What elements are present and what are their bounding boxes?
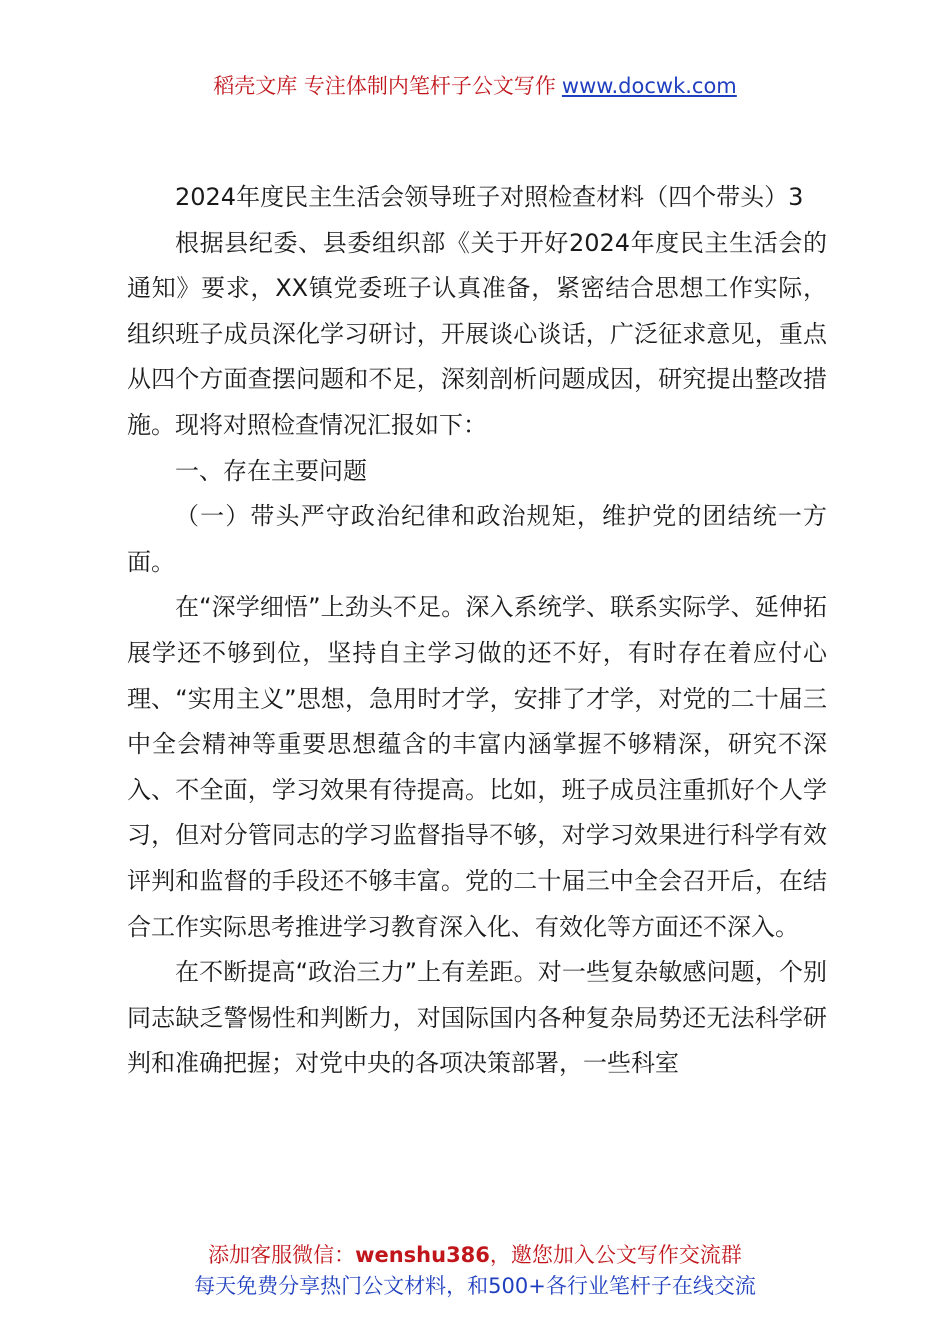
brand-text: 稻壳文库 专注体制内笔杆子公文写作 [213,74,556,98]
section-heading: 一、存在主要问题 [175,456,367,485]
paragraph-study: 在“深学细悟”上劲头不足。深入系统学、联系实际学、延伸拓展学还不够到位，坚持自主学习做的还不好，有时存在着应付心理、“实用主义”思想，急用时才学，安排了才学，对党的二十届三中全会精神等重要思想蕴含的丰富内涵掌握不够精深，研究不深入、不全面，学习效果有待提高。比如，班子成员注重抓好个人学习，但对分管同志的学习监督指导不够，对学习效果进行科学有效评判和监督的手段还不够丰富。党的二十届三中全会召开后，在结合工作实际思考推进学习教育深入化、有效化等方面还不深入。 [127,593,827,941]
site-link[interactable]: www.docwk.com [561,74,737,98]
page-footer [0,1240,950,1302]
paragraph-intro: 根据县纪委、县委组织部《关于开好2024年度民主生活会的通知》要求，XX镇党委班子认真准备，紧密结合思想工作实际，组织班子成员深化学习研讨，开展谈心谈话，广泛征求意见，重点从四个方面查摆问题和不足，深刻剖析问题成因，研究提出整改措施。现将对照检查情况汇报如下： [127,228,827,439]
document-title: 2024年度民主生活会领导班子对照检查材料（四个带头）3 [175,183,804,211]
wechat-id: wenshu386 [355,1243,490,1267]
footer-prefix: 添加客服微信： [208,1243,356,1267]
subsection-heading: （一）带头严守政治纪律和政治规矩，维护党的团结统一方面。 [127,502,827,576]
document-body [127,175,827,1087]
footer-suffix: ，邀您加入公文写作交流群 [489,1243,742,1267]
footer-line-2: 每天免费分享热门公文材料，和500+各行业笔杆子在线交流 [194,1274,756,1298]
paragraph-political: 在不断提高“政治三力”上有差距。对一些复杂敏感问题，个别同志缺乏警惕性和判断力，对国际国内各种复杂局势还无法科学研判和准确把握；对党中央的各项决策部署，一些科室 [127,958,827,1078]
footer-line-1 [0,1240,950,1271]
page-header [0,70,950,100]
